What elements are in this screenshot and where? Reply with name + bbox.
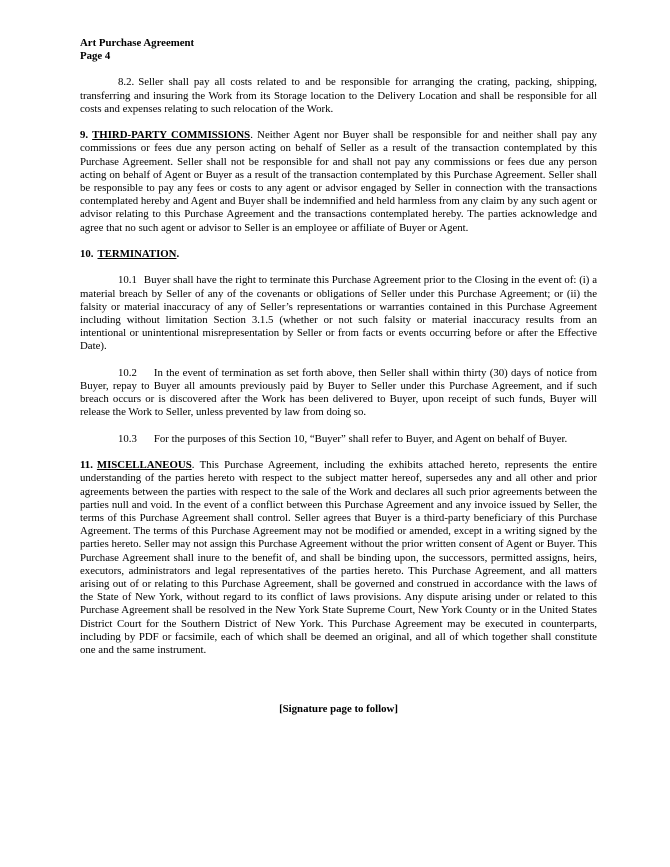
section-10-title: TERMINATION [97, 248, 177, 261]
clause-10-1-number: 10.1 [118, 274, 137, 287]
clause-8-2 [80, 76, 597, 116]
clause-10-2-text: In the event of termination as set forth above, then Seller shall within thirty (30) days of notice from Buyer, repay to Buyer all amounts previously paid by Buyer to Seller under this Purchase Agreement, and if such breach occurs or is discovered after the Work has been delivered to Buyer, upon receipt of such funds, Buyer will release the Work to Seller, unless prevented by law from doing so. [80, 366, 597, 419]
section-9 [80, 129, 597, 235]
clause-8-2-text: Seller shall pay all costs related to and be responsible for arranging the crating, packing, shipping, transferring and insuring the Work from its Storage location to the Delivery Location and shall be responsible for all costs and expenses relating to such relocation of the Work. [80, 76, 597, 115]
section-9-text: . Neither Agent nor Buyer shall be responsible for and neither shall pay any commissions or fees due any person acting on behalf of Seller as a result of the transaction contemplated by this Purchase Agreement. Seller shall not be responsible for and shall not pay any commissions or fees due any person acting on behalf of Agent or Buyer as a result of the transaction contemplated by this Purchase Agreement. Seller shall be responsible to pay any fees or costs to any agent or advisor engaged by Seller in connection with the transactions contemplated hereby and Agent and Buyer shall be indemnified and held harmless from any claim by any such agent or advisor relating to this Purchase Agreement and the transactions contemplated hereby. The parties acknowledge and agree that no such agent or advisor to Seller is an employee or affiliate of Buyer or Agent. [80, 129, 597, 234]
section-9-heading: THIRD-PARTY COMMISSIONS [92, 129, 251, 142]
section-10-heading [80, 248, 597, 261]
section-10-period: . [176, 248, 180, 261]
document-header [80, 37, 597, 63]
page-number: Page 4 [80, 50, 111, 63]
signature-page-note: [Signature page to follow] [279, 703, 398, 716]
clause-10-3-number: 10.3 [118, 432, 137, 445]
clause-10-3-text: For the purposes of this Section 10, “Buyer” shall refer to Buyer, and Agent on behalf of Buyer. [153, 432, 568, 445]
clause-10-1-text: Buyer shall have the right to terminate this Purchase Agreement prior to the Closing in the event of: (i) a material breach by Seller of any of the covenants or obligations of Seller under this Purchase Agreement; or (ii) the falsity or material inaccuracy of any of Seller’s representations or warranties contained in this Purchase Agreement including without limitation Section 3.1.5 (whether or not such falsity or material inaccuracy results from an intentional or unintentional misrepresentation by Seller or from facts or events occurring before or after the Effective Date). [80, 274, 597, 353]
section-11 [80, 459, 597, 657]
document-title: Art Purchase Agreement [80, 37, 195, 49]
section-11-number: 11. [80, 459, 93, 472]
clause-10-1 [80, 274, 597, 353]
clause-10-3 [80, 433, 597, 446]
clause-8-2-number: 8.2. [118, 76, 135, 89]
section-10-number: 10. [80, 248, 94, 261]
section-11-text: . This Purchase Agreement, including the exhibits attached hereto, represents the entire understanding of the parties hereto with respect to the subject matter hereof, supersedes any and all other and prior agreements between the parties with respect to the sale of the Work and declares all such prior agreements between the parties null and void. In the event of a conflict between this Purchase Agreement and any invoice issued by Seller, the terms of this Purchase Agreement shall control. Seller agrees that Buyer is a third-party beneficiary of this Purchase Agreement. The terms of this Purchase Agreement may not be modified or amended, except in a writing signed by the parties hereto. Seller may not assign this Purchase Agreement without the prior written consent of Agent or Buyer. This Purchase Agreement shall inure to the benefit of, and shall be binding upon, the successors, permitted assigns, heirs, executors, administrators and legal representatives of the parties hereto. This Purchase Agreement, and all matters arising out of or relating to this Purchase Agreement, shall be governed and construed in accordance with the laws of the State of New York, without regard to its conflict of laws provisions. Any dispute arising under or related to this Purchase Agreement shall be resolved in the New York State Supreme Court, New York County or in the United States District Court for the Southern District of New York. This Purchase Agreement may be executed in counterparts, including by PDF or facsimile, each of which shall be deemed an original, and all of which together shall constitute one and the same instrument. [80, 459, 597, 657]
section-11-heading: MISCELLANEOUS [96, 459, 192, 472]
clause-10-2 [80, 367, 597, 420]
clause-10-2-number: 10.2 [118, 366, 137, 379]
section-9-number: 9. [80, 129, 89, 142]
